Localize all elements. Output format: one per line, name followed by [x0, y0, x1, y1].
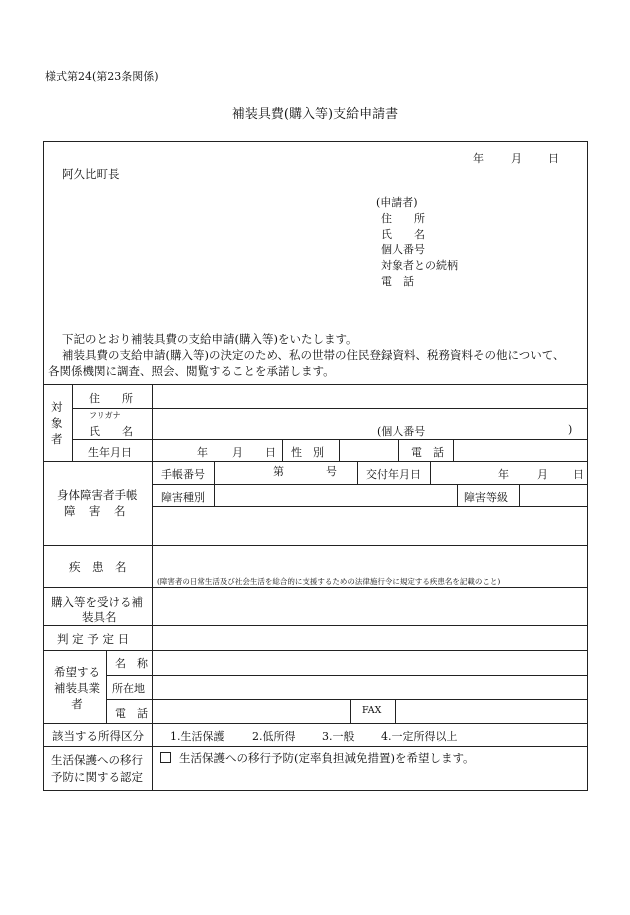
- applicant-heading: (申請者): [376, 196, 418, 209]
- applicant-address-label: 住 所: [381, 212, 425, 225]
- addressee: 阿久比町長: [62, 167, 120, 181]
- statement-consent-line-2: 各関係機関に調査、照会、閲覧することを承諾します。: [48, 364, 335, 378]
- rule-after-address: [72, 408, 588, 409]
- subject-phone-label: 電 話: [411, 446, 444, 459]
- applicant-personal-number-label: 個人番号: [381, 243, 425, 256]
- sex-value-divider: [339, 439, 340, 461]
- vendor-fax-label: FAX: [362, 705, 382, 716]
- welfare-label-line-2: 予防に関する認定: [51, 770, 143, 784]
- rule-after-birth: [43, 461, 588, 462]
- subject-furigana-label: フリガナ: [89, 411, 121, 420]
- disease-label: 疾 患 名: [69, 560, 127, 574]
- rule-after-disease: [43, 587, 588, 588]
- sex-label: 性 別: [291, 446, 324, 459]
- welfare-checkbox-row: [160, 750, 475, 766]
- birth-day-unit[interactable]: 日: [265, 446, 276, 459]
- income-option-high[interactable]: 4.一定所得以上: [381, 730, 458, 743]
- vendor-name-label: 名 称: [115, 657, 148, 670]
- subject-address-label: 住 所: [89, 392, 133, 405]
- issue-date-right-divider: [430, 461, 431, 484]
- rule-after-device: [43, 625, 588, 626]
- issue-date-label: 交付年月日: [366, 468, 421, 481]
- disability-book-label: 身体障害者手帳: [57, 488, 138, 502]
- vendor-phone-label: 電 話: [115, 707, 148, 720]
- income-category-label: 該当する所得区分: [52, 729, 144, 743]
- fax-left-divider: [350, 699, 351, 723]
- phone-value-divider: [453, 439, 454, 461]
- welfare-label-line-1: 生活保護への移行: [51, 753, 143, 767]
- income-option-general[interactable]: 3.一般: [322, 730, 355, 743]
- grade-right-divider: [519, 484, 520, 506]
- rule-after-income: [43, 746, 588, 747]
- rule-after-judgment: [43, 650, 588, 651]
- book-number-dai: 第: [273, 465, 284, 478]
- rule-after-vendor-name: [106, 675, 588, 676]
- letter-date-year[interactable]: 年: [473, 152, 484, 165]
- subject-group-divider: [72, 384, 73, 461]
- judgment-date-label: 判 定 予 定 日: [57, 632, 130, 646]
- statement-consent-line-1: 補装具費の支給申請(購入等)の決定のため、私の世帯の住民登録資料、税務資料その他について、: [62, 348, 565, 362]
- rule-after-name: [72, 439, 588, 440]
- issue-year-unit[interactable]: 年: [498, 468, 509, 481]
- book-number-gou: 号: [326, 465, 337, 478]
- grade-left-divider: [457, 484, 458, 506]
- vendor-group-label: 希望する 補装具業 者: [54, 665, 100, 711]
- disability-name-label: 障 害 名: [64, 504, 127, 518]
- issue-date-left-divider: [357, 461, 358, 484]
- issue-month-unit[interactable]: 月: [537, 468, 548, 481]
- subject-personal-number-close: ): [568, 423, 573, 436]
- rule-after-vendor-location: [106, 699, 588, 700]
- label-column-divider: [152, 384, 153, 791]
- letter-date-day[interactable]: 日: [548, 152, 559, 165]
- disability-grade-label: 障害等級: [464, 491, 508, 504]
- device-label-line-1: 購入等を受ける補: [51, 595, 143, 609]
- rule-after-vendor: [43, 723, 588, 724]
- vendor-location-label: 所在地: [112, 682, 145, 695]
- disease-note: (障害者の日常生活及び社会生活を総合的に支援するための法律施行令に規定する疾患名を記載のこと): [157, 577, 501, 586]
- fax-right-divider: [395, 699, 396, 723]
- issue-day-unit[interactable]: 日: [573, 468, 584, 481]
- subject-name-label: 氏 名: [89, 425, 133, 438]
- birth-year-unit[interactable]: 年: [197, 446, 208, 459]
- birth-month-unit[interactable]: 月: [232, 446, 243, 459]
- income-option-low[interactable]: 2.低所得: [252, 730, 296, 743]
- form-title: 補装具費(購入等)支給申請書: [231, 107, 399, 122]
- disability-type-label: 障害種別: [161, 491, 205, 504]
- statement-application: 下記のとおり補装具費の支給申請(購入等)をいたします。: [62, 332, 358, 346]
- applicant-phone-label: 電 話: [381, 275, 414, 288]
- rule-after-disability-book: [43, 545, 588, 546]
- book-number-label: 手帳番号: [161, 468, 205, 481]
- table-top-rule: [43, 384, 588, 385]
- rule-after-disability-type: [152, 506, 588, 507]
- device-label-line-2: 装具名: [82, 610, 117, 624]
- welfare-checkbox[interactable]: [160, 752, 171, 763]
- vendor-group-divider: [106, 650, 107, 723]
- applicant-relationship-label: 対象者との続柄: [381, 259, 458, 272]
- letter-date-month[interactable]: 月: [511, 152, 522, 165]
- birth-sex-divider: [282, 439, 283, 461]
- subject-group-label: 対 象 者: [51, 400, 63, 446]
- welfare-statement: 生活保護への移行予防(定率負担減免措置)を希望します。: [179, 751, 475, 765]
- book-label-divider: [214, 461, 215, 506]
- subject-personal-number-label: (個人番号: [377, 425, 426, 438]
- rule-after-book-number: [152, 484, 588, 485]
- sex-phone-divider: [398, 439, 399, 461]
- form-number: 様式第24(第23条関係): [45, 70, 159, 83]
- subject-birth-label: 生年月日: [88, 446, 132, 459]
- income-option-welfare[interactable]: 1.生活保護: [170, 730, 225, 743]
- applicant-name-label: 氏 名: [381, 228, 425, 241]
